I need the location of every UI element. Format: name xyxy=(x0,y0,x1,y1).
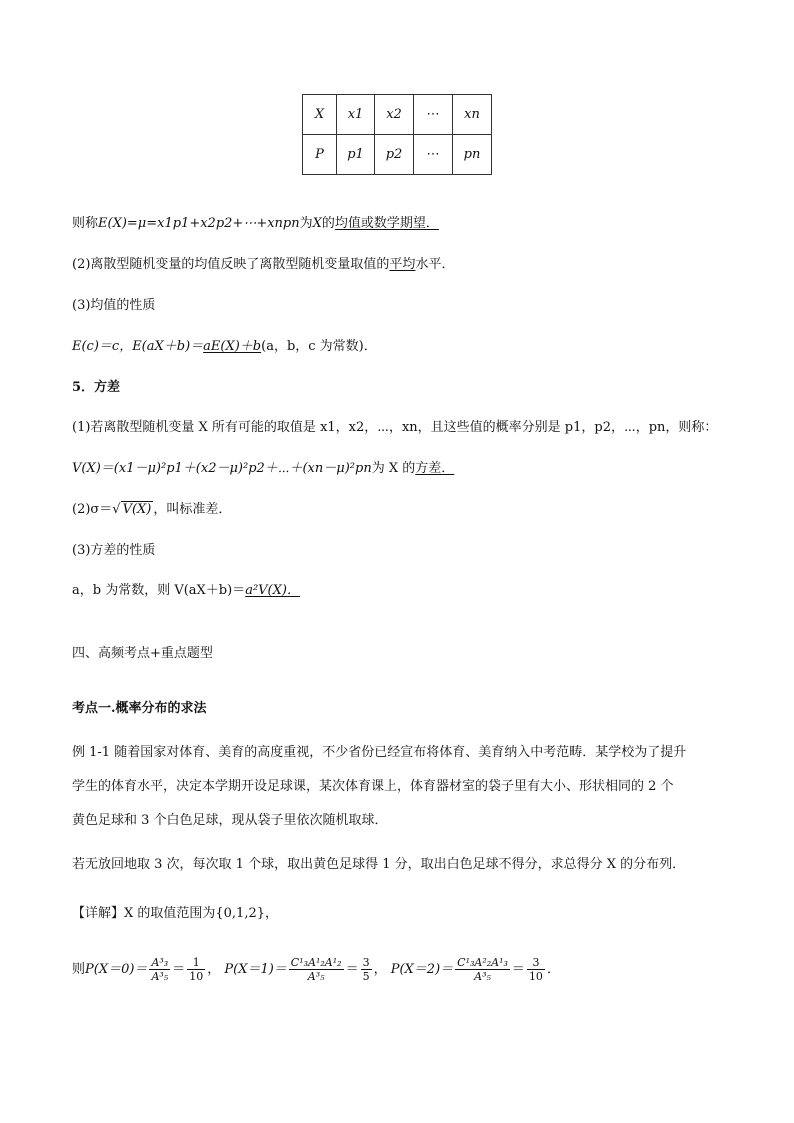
variance-properties-heading xyxy=(72,542,155,560)
distribution-table xyxy=(302,94,492,175)
denominator: A³₅ xyxy=(474,970,491,983)
text: 黄色足球和 3 个白色足球，现从袋子里依次随机取球． xyxy=(72,813,388,828)
example-line-1 xyxy=(72,744,686,762)
radicand: V(X) xyxy=(122,502,152,517)
topic-one-heading xyxy=(72,700,207,718)
table-cell: ⋯ xyxy=(414,135,453,175)
table-row xyxy=(303,95,492,135)
numerator: A³₃ xyxy=(151,956,169,969)
underlined-term: 方差． xyxy=(415,461,455,476)
text: 考点一.概率分布的求法 xyxy=(72,701,207,716)
text: ． xyxy=(546,962,560,977)
mean-properties-heading xyxy=(72,297,155,315)
underlined-term: a²V(X)． xyxy=(245,583,300,598)
sqrt-icon: √ V(X) xyxy=(112,502,152,517)
denominator: A³₅ xyxy=(151,970,169,983)
variable: X xyxy=(312,216,322,231)
denominator: 5 xyxy=(362,970,370,983)
underlined-term: aE(X)＋b xyxy=(203,339,262,354)
numerator: 1 xyxy=(187,956,205,970)
mean-definition xyxy=(72,215,439,233)
mean-properties xyxy=(72,338,377,356)
variance-intro xyxy=(72,419,717,437)
text: 为 X 的 xyxy=(371,461,416,476)
fraction xyxy=(149,956,170,983)
underlined-term: 均值或数学期望． xyxy=(334,216,439,231)
table-cell: p1 xyxy=(337,135,375,175)
text: (1)若离散型随机变量 X 所有可能的取值是 x1，x2，⋯，xn，且这些值的概率分别是 p1，p2，⋯，pn，则称： xyxy=(72,420,718,435)
fraction xyxy=(361,956,372,983)
separator: ， xyxy=(207,962,221,977)
table-row xyxy=(303,135,492,175)
solution-probabilities: 则P(X＝0)＝ $\frac{\text{A³₃}}{\text{A³₅}}$ ＝ $\frac{1}{10}$ ， P(X＝1)＝ $\frac{\text{C¹₃A¹₂A¹₂}}{\text{A³₅}}$ ＝ $\frac{3}{5}$ ， P(X＝2)＝ $\frac{\text{C¹₃A²₂A¹₃}}{\text{A³₅}}$ ＝ $\frac{3}{10}$ ． xyxy=(72,956,560,983)
variance-properties xyxy=(72,582,300,600)
table-cell: xn xyxy=(453,95,492,135)
text: 为 xyxy=(299,216,313,231)
example-question xyxy=(72,856,685,874)
text: 则 xyxy=(72,962,86,977)
text: 若无放回地取 3 次，每次取 1 个球，取出黄色足球得 1 分，取出白色足球不得分，求总得分 X 的分布列． xyxy=(72,857,686,872)
formula: E(c)＝c，E(aX＋b)＝ xyxy=(72,339,204,354)
text: 学生的体育水平，决定本学期开设足球课，某次体育课上，体育器材室的袋子里有大小、形状相同的 2 个 xyxy=(72,779,674,794)
text: 四、高频考点+重点题型 xyxy=(72,646,213,661)
table-cell: x2 xyxy=(375,95,414,135)
formula: P(X＝1)＝ xyxy=(224,962,287,977)
numerator: C¹₃A²₂A¹₃ xyxy=(457,956,508,969)
fraction xyxy=(455,956,510,983)
text: a，b 为常数，则 V(aX＋b)＝ xyxy=(72,583,246,598)
text: (2)σ＝ xyxy=(72,502,113,517)
section-variance-heading xyxy=(72,379,120,397)
text: ，叫标准差． xyxy=(153,502,232,517)
formula: E(X)=μ=x1p1+x2p2+⋯+xnpn xyxy=(98,216,300,231)
table-cell: ⋯ xyxy=(414,95,453,135)
separator: ， xyxy=(373,962,387,977)
text: 的 xyxy=(321,216,335,231)
text: 则称 xyxy=(72,216,99,231)
text: 水平． xyxy=(415,257,455,272)
table-cell: P xyxy=(303,135,337,175)
formula: P(X＝2)＝ xyxy=(390,962,454,977)
text: (2)离散型随机变量的均值反映了离散型随机变量取值的 xyxy=(72,257,390,272)
table-cell: pn xyxy=(453,135,492,175)
formula: V(X)＝(x1－μ)²p1＋(x2－μ)²p2＋⋯＋(xn－μ)²pn xyxy=(72,461,372,476)
numerator: 3 xyxy=(527,956,545,970)
section-four-heading xyxy=(72,645,213,663)
fraction xyxy=(527,956,545,983)
table-cell: x1 xyxy=(337,95,375,135)
table-cell: X xyxy=(303,95,337,135)
formula: P(X＝0)＝ xyxy=(85,962,148,977)
standard-deviation xyxy=(72,501,231,519)
denominator: 10 xyxy=(189,970,204,983)
fraction xyxy=(187,956,205,983)
numerator: C¹₃A¹₂A¹₂ xyxy=(290,956,342,969)
text: 例 1-1 随着国家对体育、美育的高度重视，不少省份已经宣布将体育、美育纳入中考范畴．某学校为了提升 xyxy=(72,745,687,760)
fraction xyxy=(289,956,344,983)
text: 5．方差 xyxy=(72,380,121,395)
example-line-3 xyxy=(72,812,388,830)
mean-level-note xyxy=(72,256,454,274)
denominator: A³₅ xyxy=(307,970,325,983)
solution-line-1 xyxy=(72,905,278,923)
example-line-2 xyxy=(72,778,674,796)
table-cell: p2 xyxy=(375,135,414,175)
underlined-term: 平均 xyxy=(389,257,416,272)
text: (a，b，c 为常数)． xyxy=(261,339,377,354)
text: (3)方差的性质 xyxy=(72,543,156,558)
variance-definition xyxy=(72,460,454,478)
text: (3)均值的性质 xyxy=(72,298,156,313)
denominator: 10 xyxy=(528,970,543,983)
numerator: 3 xyxy=(362,956,370,969)
text: 【详解】X 的取值范围为{0,1,2}， xyxy=(72,906,279,921)
